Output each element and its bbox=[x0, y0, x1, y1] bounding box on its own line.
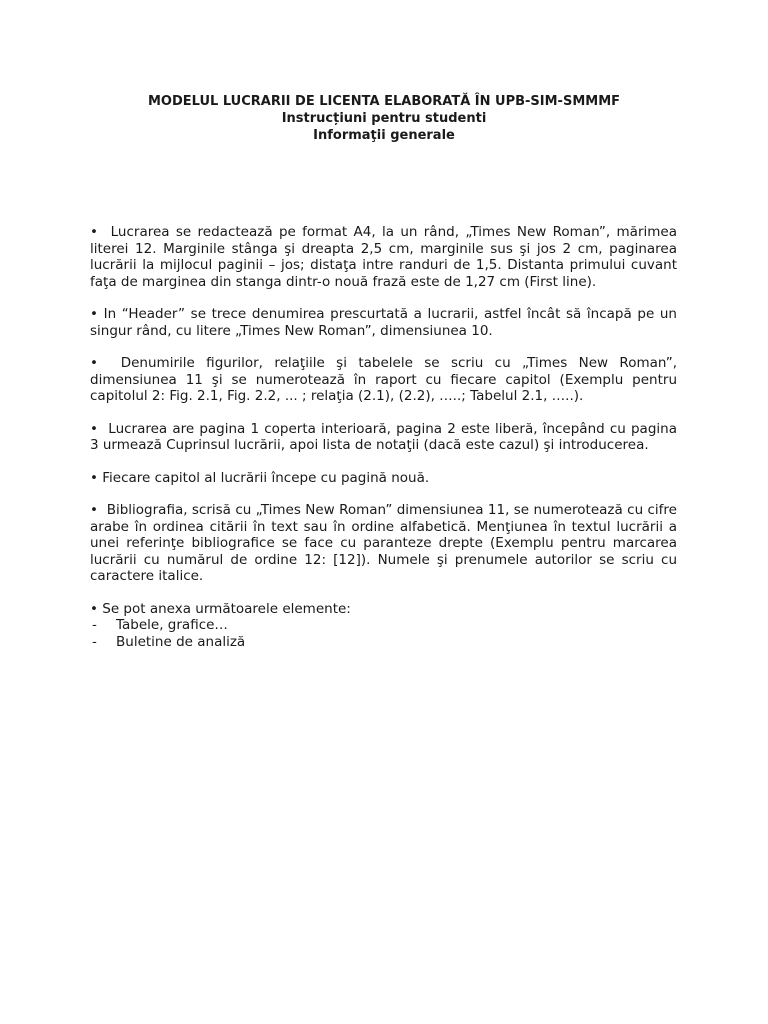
paragraph-bibliography bbox=[90, 502, 677, 585]
paragraph-text: Lucrarea are pagina 1 coperta interioară, pagina 2 este liberă, începând cu pagina 3 urmează Cuprinsul lucrării, apoi lista de notaţii (dacă este cazul) şi introducerea. bbox=[90, 420, 677, 453]
annex-intro bbox=[90, 601, 677, 618]
document-subtitle: Instrucțiuni pentru studenti bbox=[281, 111, 487, 126]
list-item bbox=[90, 634, 677, 651]
dash-marker: - bbox=[92, 617, 97, 633]
bullet-marker: • bbox=[90, 469, 98, 486]
document-body bbox=[90, 224, 677, 650]
document-header bbox=[90, 93, 678, 144]
paragraph-text: Denumirile figurilor, relaţiile şi tabelele se scriu cu „Times New Roman”, dimensiunea 11 şi se numerotează în raport cu fiecare capitol (Exemplu pentru capitolul 2: Fig. 2.1, Fig. 2.2, ... ; relaţia (2.1), (2.2), …..; Tabelul 2.1, …..). bbox=[90, 355, 677, 404]
bullet-marker: • bbox=[90, 224, 98, 240]
paragraph-header bbox=[90, 306, 677, 339]
paragraph-text: Lucrarea se redactează pe format A4, la un rând, „Times New Roman”, mărimea literei 12. Marginile stânga şi dreapta 2,5 cm, marginile sus şi jos 2 cm, paginarea lucrării la mijlocul paginii – jos; distaţa intre randuri de 1,5. Distanta primului cuvant faţa de marginea din stanga dintr-o nouă frază este de 1,27 cm (First line). bbox=[90, 224, 677, 290]
paragraph-text: Bibliografia, scrisă cu „Times New Roman” dimensiunea 11, se numerotează cu cifre arabe în ordinea citării în text sau în ordine alfabetică. Menţiunea în textul lucrării a unei referinţe bibliografice se face cu paranteze drepte (Exemplu pentru marcarea lucrării cu numărul de ordine 12: [12]). Numele şi prenumele autorilor se scriu cu caractere italice. bbox=[90, 502, 677, 584]
paragraph-pages bbox=[90, 421, 677, 454]
list-item bbox=[90, 617, 677, 634]
annex-intro-text: Se pot anexa următoarele elemente: bbox=[102, 600, 351, 617]
bullet-marker: • bbox=[90, 600, 98, 617]
paragraph-format bbox=[90, 224, 677, 290]
paragraph-text: In “Header” se trece denumirea prescurtată a lucrarii, astfel încât să încapă pe un singur rând, cu litere „Times New Roman”, dimensiunea 10. bbox=[90, 306, 677, 339]
section-heading: Informaţii generale bbox=[313, 128, 455, 143]
paragraph-text: Fiecare capitol al lucrării începe cu pagină nouă. bbox=[102, 469, 430, 486]
bullet-marker: • bbox=[90, 420, 98, 437]
bullet-marker: • bbox=[90, 306, 98, 322]
list-item-text: Buletine de analiză bbox=[116, 633, 246, 650]
dash-marker: - bbox=[92, 633, 97, 650]
paragraph-chapters bbox=[90, 470, 677, 487]
bullet-marker: • bbox=[90, 355, 98, 371]
bullet-marker: • bbox=[90, 502, 98, 518]
list-item-text: Tabele, grafice… bbox=[116, 617, 228, 633]
paragraph-figures bbox=[90, 355, 677, 405]
document-title: MODELUL LUCRARII DE LICENTA ELABORATĂ ÎN UPB-SIM-SMMMF bbox=[147, 94, 621, 109]
